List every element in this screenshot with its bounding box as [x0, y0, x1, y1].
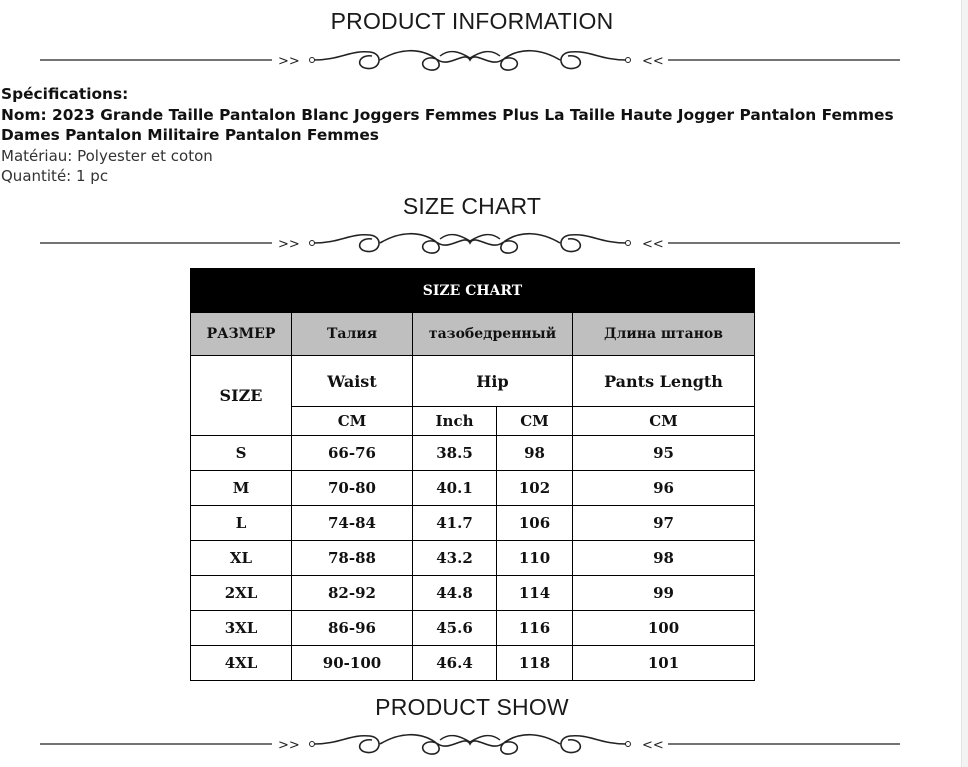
ru-header-size: РАЗМЕР — [191, 313, 292, 356]
specifications-block — [1, 84, 941, 187]
cell-size: XL — [191, 541, 292, 576]
cell-waist: 74-84 — [292, 506, 413, 541]
divider-right-arrows: << — [642, 237, 664, 252]
divider-right-arrows: << — [642, 738, 664, 753]
cell-inch: 38.5 — [413, 436, 497, 471]
ru-header-length: Длина штанов — [573, 313, 755, 356]
table-row — [191, 576, 755, 611]
header-length: Pants Length — [573, 356, 755, 407]
cell-inch: 46.4 — [413, 646, 497, 681]
table-row — [191, 646, 755, 681]
table-row — [191, 436, 755, 471]
ru-header-waist: Талия — [292, 313, 413, 356]
cell-waist: 86-96 — [292, 611, 413, 646]
size-chart-title: SIZE CHART — [191, 269, 755, 313]
cell-length: 97 — [573, 506, 755, 541]
divider-left-arrows: >> — [278, 237, 300, 252]
cell-length: 99 — [573, 576, 755, 611]
divider-left-arrows: >> — [278, 738, 300, 753]
size-chart-table — [190, 268, 755, 681]
cell-size: 3XL — [191, 611, 292, 646]
cell-inch: 45.6 — [413, 611, 497, 646]
size-chart-heading: SIZE CHART — [402, 193, 542, 219]
unit-hip-inch: Inch — [413, 407, 497, 436]
header-hip: Hip — [413, 356, 573, 407]
scrollbar-track[interactable] — [961, 0, 968, 767]
cell-size: 2XL — [191, 576, 292, 611]
cell-length: 95 — [573, 436, 755, 471]
header-size: SIZE — [191, 356, 292, 436]
ornamental-divider — [40, 227, 900, 259]
cell-hip: 106 — [497, 506, 573, 541]
unit-length: CM — [573, 407, 755, 436]
cell-inch: 43.2 — [413, 541, 497, 576]
quantity-text: Quantité: 1 pc — [1, 167, 109, 185]
table-row — [191, 506, 755, 541]
cell-hip: 118 — [497, 646, 573, 681]
cell-size: 4XL — [191, 646, 292, 681]
ornamental-divider — [40, 728, 900, 760]
cell-waist: 70-80 — [292, 471, 413, 506]
size-chart-table-wrap — [190, 268, 754, 681]
cell-hip: 102 — [497, 471, 573, 506]
cell-length: 100 — [573, 611, 755, 646]
table-row — [191, 471, 755, 506]
product-show-heading: PRODUCT SHOW — [375, 694, 569, 720]
ru-header-hip: тазобедренный — [413, 313, 573, 356]
cell-waist: 82-92 — [292, 576, 413, 611]
cell-inch: 40.1 — [413, 471, 497, 506]
cell-hip: 110 — [497, 541, 573, 576]
cell-size: S — [191, 436, 292, 471]
cell-inch: 44.8 — [413, 576, 497, 611]
cell-waist: 66-76 — [292, 436, 413, 471]
divider-left-arrows: >> — [278, 54, 300, 69]
header-waist: Waist — [292, 356, 413, 407]
product-name: Nom: 2023 Grande Taille Pantalon Blanc Joggers Femmes Plus La Taille Haute Jogger Pantalon Femmes Dames Pantalon Militaire Pantalon Femmes — [1, 105, 894, 144]
cell-waist: 78-88 — [292, 541, 413, 576]
cell-length: 98 — [573, 541, 755, 576]
cell-length: 101 — [573, 646, 755, 681]
cell-waist: 90-100 — [292, 646, 413, 681]
cell-size: M — [191, 471, 292, 506]
material-text: Matériau: Polyester et coton — [1, 146, 213, 165]
cell-hip: 114 — [497, 576, 573, 611]
cell-hip: 116 — [497, 611, 573, 646]
table-row — [191, 611, 755, 646]
unit-waist: CM — [292, 407, 413, 436]
product-information-heading: PRODUCT INFORMATION — [330, 8, 614, 34]
cell-length: 96 — [573, 471, 755, 506]
table-row — [191, 541, 755, 576]
cell-hip: 98 — [497, 436, 573, 471]
unit-hip-cm: CM — [497, 407, 573, 436]
divider-right-arrows: << — [642, 54, 664, 69]
specifications-label: Spécifications: — [1, 85, 129, 103]
cell-inch: 41.7 — [413, 506, 497, 541]
ornamental-divider — [40, 44, 900, 76]
cell-size: L — [191, 506, 292, 541]
